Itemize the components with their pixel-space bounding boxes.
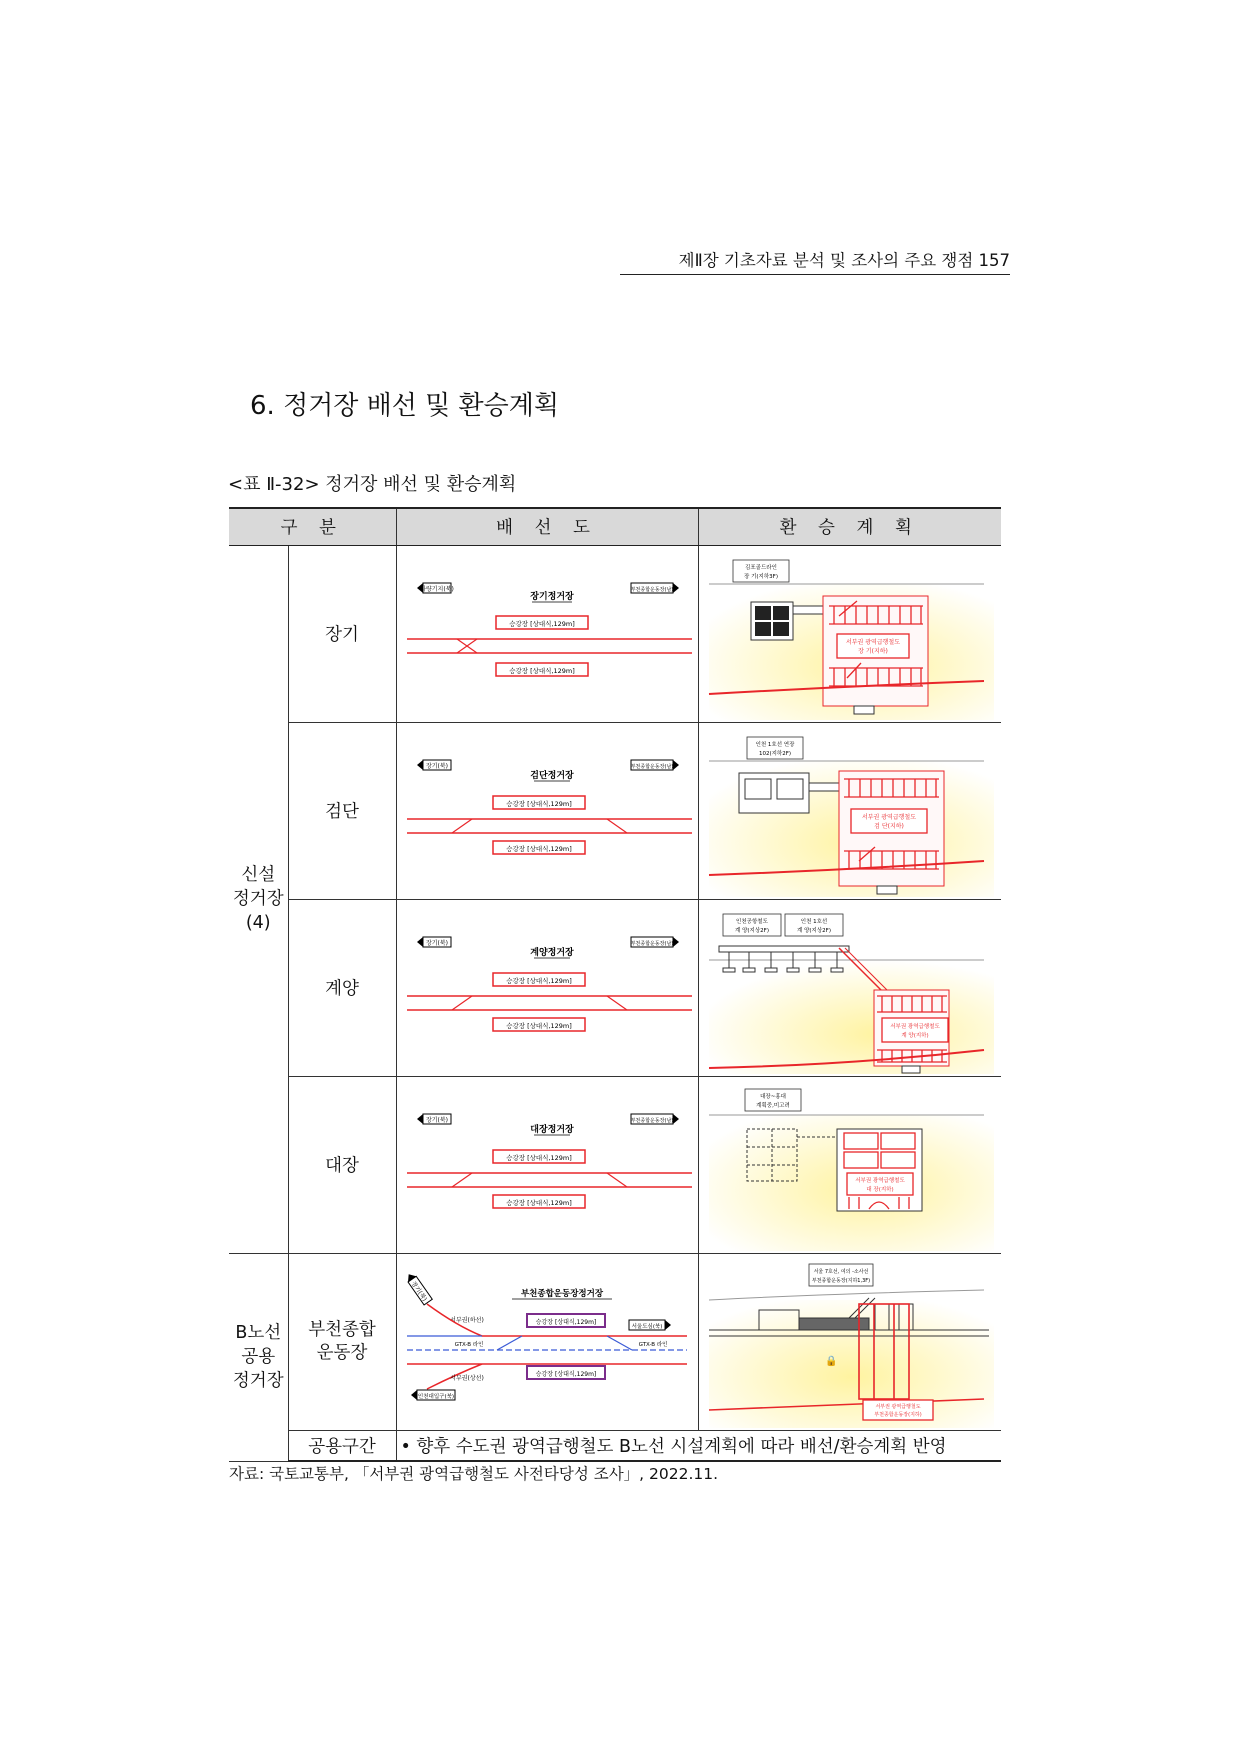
table-row [229, 1076, 1001, 1253]
transfer-red-label: 서부권 광역급행철도 [861, 813, 916, 821]
transfer-plan-geomdan [698, 722, 1001, 899]
transfer-top-label: 대장~홍대 [759, 1093, 786, 1100]
svg-text:부천종합운동장(지하1,3F): 부천종합운동장(지하1,3F) [811, 1277, 870, 1284]
station-label: 장기정거장 [529, 591, 574, 602]
platform-bottom: 승강장 [상대식,129m] [505, 1198, 572, 1207]
svg-text:계획중,미고려: 계획중,미고려 [755, 1102, 790, 1109]
svg-text:102(지하2F): 102(지하2F) [758, 750, 791, 757]
direction-right-marker [630, 937, 678, 947]
direction-left-marker [417, 760, 451, 770]
svg-text:검 단(지하): 검 단(지하) [873, 822, 904, 830]
platform-top: 승강장 [상대식,129m] [535, 1318, 596, 1326]
platform-bottom: 승강장 [상대식,129m] [505, 1021, 572, 1030]
table-row [229, 545, 1001, 722]
elevator-icon: 🔒 [824, 1355, 837, 1367]
track-diagram-geomdan [396, 722, 698, 899]
station-label: 대장정거장 [529, 1124, 574, 1135]
table-row-shared-section [229, 1430, 1001, 1461]
line-label-up: 서부권(상선) [449, 1374, 484, 1382]
table-caption: <표 Ⅱ-32> 정거장 배선 및 환승계획 [228, 474, 517, 495]
platform-bottom: 승강장 [상대식,129m] [505, 844, 572, 853]
direction-bottom-marker [411, 1390, 455, 1400]
running-head: 제Ⅱ장 기초자료 분석 및 조사의 주요 쟁점 157 [620, 249, 1010, 275]
transfer-plan-bucheon [698, 1253, 1001, 1430]
table-row [229, 722, 1001, 899]
svg-text:부천종합운동장(남): 부천종합운동장(남) [630, 586, 673, 593]
header-category: 구 분 [229, 508, 396, 545]
direction-right-marker [629, 1320, 671, 1330]
row-name-daejang: 대장 [288, 1076, 396, 1253]
svg-text:대 장(지하): 대 장(지하) [865, 1186, 894, 1193]
direction-right-marker [630, 1114, 678, 1124]
direction-left-marker [404, 1271, 432, 1305]
direction-right-marker [630, 583, 678, 593]
svg-text:계 양(지상2F): 계 양(지상2F) [734, 927, 769, 934]
svg-text:장기(북): 장기(북) [409, 1279, 428, 1303]
table-row [229, 899, 1001, 1076]
svg-text:서울도심(북): 서울도심(북) [631, 1323, 662, 1330]
station-label: 검단정거장 [529, 770, 574, 781]
direction-right-marker [630, 760, 678, 770]
direction-left-marker [417, 937, 451, 947]
platform-top: 승강장 [상대식,129m] [505, 1153, 572, 1162]
svg-text:부천종합운동장(남): 부천종합운동장(남) [630, 1117, 673, 1124]
transfer-top-label: 인천공항철도 [735, 918, 768, 925]
gtx-label-right: GTX-B 라인 [638, 1341, 667, 1348]
station-label: 부천종합운동장정거장 [520, 1288, 603, 1299]
transfer-top-label: 김포골드라인 [744, 564, 777, 571]
platform-top: 승강장 [상대식,129m] [505, 976, 572, 985]
transfer-red-label: 서부권 광역급행철도 [874, 1403, 921, 1410]
table-row [229, 1253, 1001, 1430]
track-diagram-daejang [396, 1076, 698, 1253]
svg-text:계 양(지하): 계 양(지하) [900, 1032, 929, 1039]
transfer-red-label: 서부권 광역급행철도 [845, 638, 900, 646]
transfer-red-label: 서부권 광역급행철도 [889, 1023, 940, 1030]
platform-top: 승강장 [상대식,129m] [508, 619, 575, 628]
svg-text:부천종합운동장(지하): 부천종합운동장(지하) [873, 1411, 922, 1418]
direction-left-marker [417, 583, 454, 593]
transfer-red-label: 서부권 광역급행철도 [854, 1177, 905, 1184]
track-diagram-gyeyang [396, 899, 698, 1076]
transfer-top-label: 서울 7호선, 여의 -소사선 [813, 1268, 868, 1275]
section-title: 6. 정거장 배선 및 환승계획 [250, 391, 560, 421]
station-label: 계양정거장 [529, 947, 574, 958]
row-name-geomdan: 검단 [288, 722, 396, 899]
transfer-top-label-2: 인천 1호선 [800, 918, 827, 925]
transfer-plan-gyeyang [698, 899, 1001, 1076]
transfer-plan-janggi [698, 545, 1001, 722]
svg-text:부천종합운동장(남): 부천종합운동장(남) [630, 940, 673, 947]
platform-top: 승강장 [상대식,129m] [505, 799, 572, 808]
station-plan-table [229, 507, 1001, 1462]
direction-left-marker [417, 1114, 451, 1124]
row-name-bucheon: 부천종합 운동장 [288, 1253, 396, 1430]
platform-bottom: 승강장 [상대식,129m] [508, 666, 575, 675]
row-name-shared: 공용구간 [288, 1430, 396, 1461]
line-label-down: 서부권(하선) [449, 1316, 484, 1324]
svg-text:장기(북): 장기(북) [425, 1116, 448, 1124]
platform-bottom: 승강장 [상대식,129m] [535, 1370, 596, 1378]
source-note: 자료: 국토교통부, 「서부권 광역급행철도 사전타당성 조사」, 2022.11. [229, 1465, 719, 1483]
row-name-janggi: 장기 [288, 545, 396, 722]
svg-text:장 기(지하3F): 장 기(지하3F) [743, 573, 778, 580]
row-name-gyeyang: 계양 [288, 899, 396, 1076]
track-diagram-janggi [396, 545, 698, 722]
group-new-stations: 신설 정거장 (4) [229, 545, 288, 1253]
gtx-label-left: GTX-B 라인 [454, 1341, 483, 1348]
header-track-diagram: 배 선 도 [396, 508, 698, 545]
transfer-top-label: 인천 1호선 연장 [755, 741, 794, 748]
group-shared-station: B노선 공용 정거장 [229, 1253, 288, 1461]
svg-text:차량기지(북): 차량기지(북) [419, 585, 454, 593]
transfer-plan-daejang [698, 1076, 1001, 1253]
shared-section-note: • 향후 수도권 광역급행철도 B노선 시설계획에 따라 배선/환승계획 반영 [396, 1430, 1001, 1461]
svg-text:장 기(지하): 장 기(지하) [857, 647, 888, 655]
svg-text:장기(북): 장기(북) [425, 762, 448, 770]
table-header-row [229, 508, 1001, 545]
svg-text:인천대입구(북): 인천대입구(북) [417, 1393, 454, 1400]
svg-text:장기(북): 장기(북) [425, 939, 448, 947]
svg-text:부천종합운동장(남): 부천종합운동장(남) [630, 763, 673, 770]
header-transfer-plan: 환 승 계 획 [698, 508, 1001, 545]
track-diagram-bucheon [396, 1253, 698, 1430]
svg-text:계 양(지상2F): 계 양(지상2F) [796, 927, 831, 934]
